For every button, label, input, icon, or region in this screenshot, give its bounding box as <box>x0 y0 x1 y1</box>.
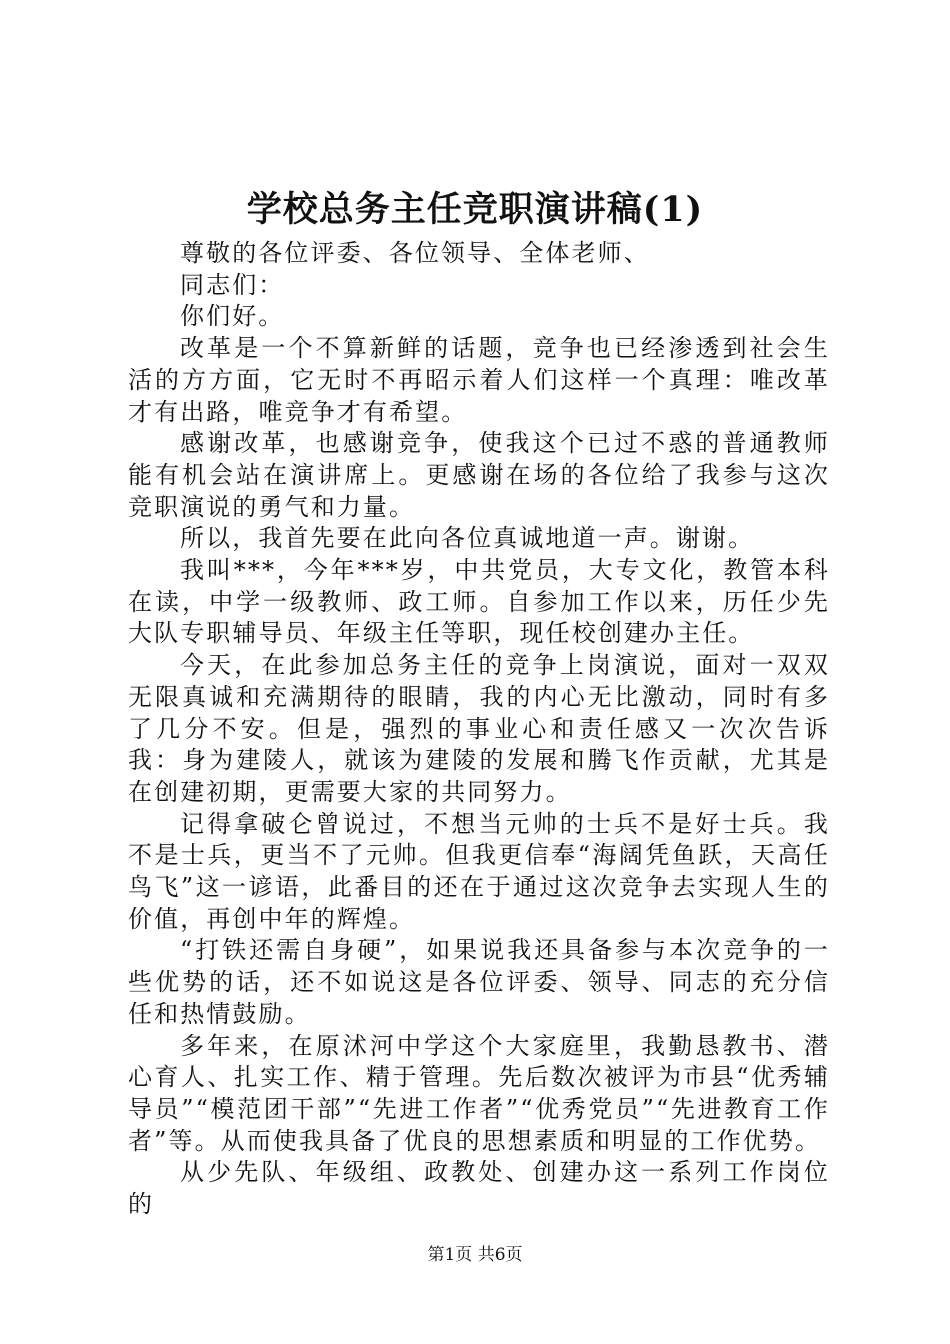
paragraph: 从少先队、年级组、政教处、创建办这一系列工作岗位的 <box>128 1158 830 1219</box>
paragraph-salutation-2: 同志们： <box>180 270 285 299</box>
paragraph-salutation-1: 尊敬的各位评委、各位领导、全体老师、 <box>180 239 650 267</box>
paragraph: 改革是一个不算新鲜的话题，竞争也已经渗透到社会生活的方方面，它无时不再昭示着人们这样一个真理：唯改革才有出路，唯竞争才有希望。 <box>128 334 830 426</box>
paragraph: 记得拿破仑曾说过，不想当元帅的士兵不是好士兵。我不是士兵，更当不了元帅。但我更信奉“海阔凭鱼跃，天高任鸟飞”这一谚语，此番目的还在于通过这次竞争去实现人生的价值，再创中年的辉煌。 <box>128 809 830 933</box>
paragraph: “打铁还需自身硬”，如果说我还具备参与本次竞争的一些优势的话，还不如说这是各位评委、领导、同志的充分信任和热情鼓励。 <box>128 936 830 1028</box>
document-body <box>128 238 830 1221</box>
paragraph: 所以，我首先要在此向各位真诚地道一声。谢谢。 <box>180 524 755 553</box>
paragraph-greeting: 你们好。 <box>180 302 285 331</box>
document-title: 学校总务主任竞职演讲稿(1) <box>246 189 704 230</box>
paragraph: 多年来，在原沭河中学这个大家庭里，我勤恳教书、潜心育人、扎实工作、精于管理。先后数次被评为市县“优秀辅导员”“模范团干部”“先进工作者”“优秀党员”“先进教育工作者”等。从而使我具备了优良的思想素质和明显的工作优势。 <box>128 1031 830 1155</box>
paragraph: 感谢改革，也感谢竞争，使我这个已过不惑的普通教师能有机会站在演讲席上。更感谢在场的各位给了我参与这次竞职演说的勇气和力量。 <box>128 429 830 521</box>
page-number-footer: 第1页 共6页 <box>427 1245 523 1265</box>
paragraph: 今天，在此参加总务主任的竞争上岗演说，面对一双双无限真诚和充满期待的眼睛，我的内心无比激动，同时有多了几分不安。但是，强烈的事业心和责任感又一次次告诉我：身为建陵人，就该为建陵的发展和腾飞作贡献，尤其是在创建初期，更需要大家的共同努力。 <box>128 651 830 806</box>
paragraph: 我叫***，今年***岁，中共党员，大专文化，教管本科在读，中学一级教师、政工师。自参加工作以来，历任少先大队专职辅导员、年级主任等职，现任校创建办主任。 <box>128 556 830 648</box>
